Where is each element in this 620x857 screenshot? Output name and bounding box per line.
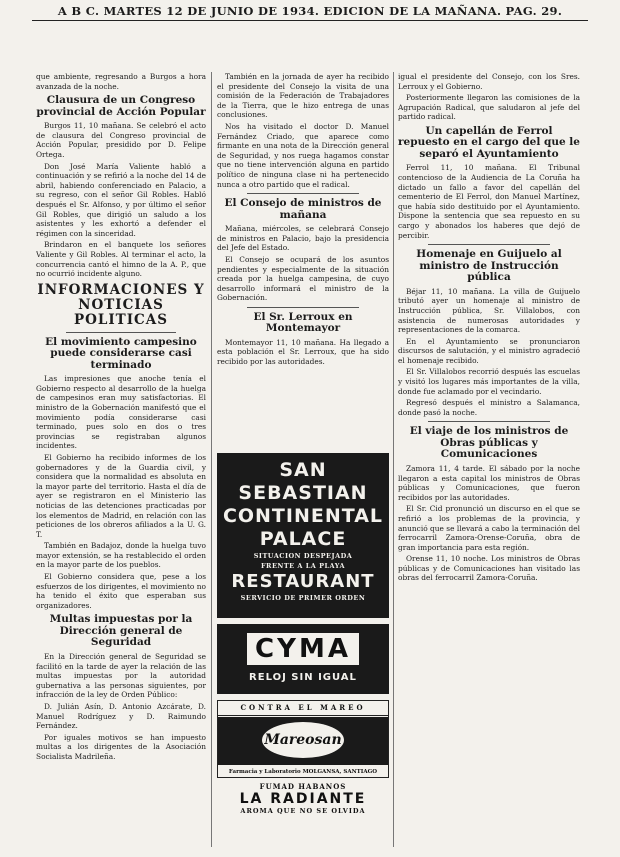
column-left xyxy=(36,72,206,846)
ad-subline: SITUACION DESPEJADA xyxy=(253,552,353,560)
ad-subline: FUMAD HABANOS xyxy=(259,782,347,791)
divider xyxy=(66,332,176,333)
paragraph: Nos ha visitado el doctor D. Manuel Fernández Criado, que aparece como firmante en una nota de la Dirección general de Seguridad, y nos ruega hagamos constar que no tiene intervención alguna en partido político de ninguna clase ni ha pertenecido nunca a otro partido que el radical. xyxy=(217,121,389,189)
ad-logo-band xyxy=(218,717,388,765)
paragraph: Ferrol 11, 10 mañana. El Tribunal contencioso de la Audiencia de La Coruña ha dictado un fallo a favor del capellán del cementerio de El Ferrol, don Manuel Martínez, que había sido destituido por el Ayuntamiento. Dispone la sentencia que sea repuesto en su cargo y abonados los haberes que dejó de percibir. xyxy=(398,163,580,240)
page-header: A B C. MARTES 12 DE JUNIO DE 1934. EDICION DE LA MAÑANA. PAG. 29. xyxy=(57,4,563,18)
paragraph: También en la jornada de ayer ha recibido el presidente del Consejo la visita de una comisión de la Federación de Trabajadores de la Tierra, que le hizo entrega de unas conclusiones. xyxy=(217,72,389,120)
column-middle xyxy=(217,72,389,452)
headline: Multas impuestas por la Dirección general de Seguridad xyxy=(49,613,193,649)
ad-cyma xyxy=(217,624,389,694)
ad-subline: Farmacia y Laboratorio MOLGANSA, SANTIAGO xyxy=(228,769,378,775)
paragraph: El Gobierno considera que, pese a los esfuerzos de los dirigentes, el movimiento no ha tenido el éxito que esperaban sus organizadores. xyxy=(36,572,206,610)
header-rule xyxy=(32,20,588,21)
ad-line: PALACE xyxy=(259,528,347,550)
divider xyxy=(247,307,359,308)
section-title: INFORMACIONES Y NOTICIAS POLITICAS xyxy=(37,281,205,328)
paragraph: Zamora 11, 4 tarde. El sábado por la noche llegaron a esta capital los ministros de Obras públicas y Comunicaciones, que fueron recibidos por las autoridades. xyxy=(398,463,580,502)
ad-brand: CYMA xyxy=(247,633,359,665)
headline: Clausura de un Congreso provincial de Acción Popular xyxy=(36,94,206,118)
paragraph: Regresó después el ministro a Salamanca, donde pasó la noche. xyxy=(398,398,580,417)
ad-subline: AROMA QUE NO SE OLVIDA xyxy=(240,807,366,815)
column-right xyxy=(398,72,580,846)
paragraph: Posteriormente llegaron las comisiones de la Agrupación Radical, que saludaron al jefe del partido radical. xyxy=(398,93,580,122)
divider xyxy=(428,244,550,245)
paragraph: Burgos 11, 10 mañana. Se celebró el acto de clausura del Congreso provincial de Acción Popular, presidido por D. Felipe Ortega. xyxy=(36,121,206,159)
ad-la-radiante xyxy=(217,782,389,815)
ad-continental-palace xyxy=(217,453,389,618)
ad-brand: LA RADIANTE xyxy=(239,791,367,807)
paragraph: En la Dirección general de Seguridad se facilitó en la tarde de ayer la relación de las multas impuestas por la autoridad gubernativa a las personas siguientes, por infracción de la ley de Orden Público: xyxy=(36,651,206,700)
column-divider xyxy=(393,72,394,847)
paragraph: Montemayor 11, 10 mañana. Ha llegado a esta población el Sr. Lerroux, que ha sido recibido por las autoridades. xyxy=(217,337,389,367)
headline: Un capellán de Ferrol repuesto en el cargo del que le separó el Ayuntamiento xyxy=(398,124,580,160)
paragraph: Brindaron en el banquete los señores Valiente y Gil Robles. Al terminar el acto, la concurrencia cantó el himno de la A. P., que no ocurrió incidente alguno. xyxy=(36,240,206,279)
divider xyxy=(428,421,550,422)
paragraph: También en Badajoz, donde la huelga tuvo mayor extensión, se ha restablecido el orden en la mayor parte de los pueblos. xyxy=(36,541,206,570)
paragraph: Don José María Valiente habló a continuación y se refirió a la noche del 14 de abril, habiendo conferenciado en Palacio, a su regreso, con el señor Gil Robles. Habló después el Sr. Alfonso, y por último el señor Gil Robles, que dirigió un saludo a los asistentes y les exhortó a defender el régimen con la sinceridad. xyxy=(36,161,206,238)
headline: El Consejo de ministros de mañana xyxy=(224,197,382,221)
paragraph: que ambiente, regresando a Burgos a hora avanzada de la noche. xyxy=(36,72,206,91)
paragraph: El Sr. Cid pronunció un discurso en el que se refirió a los problemas de la provincia, y anunció que se llevará a cabo la terminación del ferrocarril Zamora-Orense-Coruña, obra de gran importancia para esta región. xyxy=(398,504,580,552)
ad-subline: CONTRA EL MAREO xyxy=(218,701,388,716)
paragraph: D. Julián Asín, D. Antonio Azcárate, D. Manuel Rodríguez y D. Raimundo Fernández. xyxy=(36,701,206,731)
paragraph: Béjar 11, 10 mañana. La villa de Guijuelo tributó ayer un homenaje al ministro de Instrucción pública, Sr. Villalobos, con asistencia de numerosas autoridades y representaciones de la comarca. xyxy=(398,286,580,335)
ad-subline: FRENTE A LA PLAYA xyxy=(260,562,346,570)
paragraph: Mañana, miércoles, se celebrará Consejo de ministros en Palacio, bajo la presidencia del Jefe del Estado. xyxy=(217,224,389,253)
paragraph: El Sr. Villalobos recorrió después las escuelas y visitó los lugares más importantes de la villa, donde fue aclamado por el vecindario. xyxy=(398,367,580,396)
ad-subline: SERVICIO DE PRIMER ORDEN xyxy=(240,594,366,602)
column-divider xyxy=(211,72,212,847)
paragraph: El Consejo se ocupará de los asuntos pendientes y especialmente de la situación creada por la huelga campesina, de cuyo desarrollo informará el ministro de la Gobernación. xyxy=(217,254,389,303)
paragraph: En el Ayuntamiento se pronunciaron discursos de salutación, y el ministro agradeció el homenaje recibido. xyxy=(398,336,580,365)
paragraph: Orense 11, 10 noche. Los ministros de Obras públicas y de Comunicaciones han visitado las obras del ferrocarril Zamora-Coruña. xyxy=(398,554,580,583)
headline: El viaje de los ministros de Obras públicas y Comunicaciones xyxy=(409,425,569,461)
ad-mareosan xyxy=(217,700,389,778)
headline: El movimiento campesino puede considerarse casi terminado xyxy=(45,335,197,371)
ad-line: RESTAURANT xyxy=(231,571,375,592)
paragraph: igual el presidente del Consejo, con los Sres. Lerroux y el Gobierno. xyxy=(398,72,580,91)
headline: El Sr. Lerroux en Montemayor xyxy=(253,310,353,335)
ad-line: CONTINENTAL xyxy=(222,505,384,527)
paragraph: Las impresiones que anoche tenía el Gobierno respecto al desarrollo de la huelga de campesinos eran muy satisfactorias. El ministro de la Gobernación manifestó que el movimiento podía considerarse casi terminado, pues solo en dos o tres provincias se registraban algunos incidentes. xyxy=(36,374,206,451)
ad-subline: RELOJ SIN IGUAL xyxy=(249,672,357,683)
divider xyxy=(247,193,359,194)
ad-line: SAN SEBASTIAN xyxy=(238,459,368,504)
paragraph: El Gobierno ha recibido informes de los gobernadores y de la Guardia civil, y considera que la normalidad es absoluta en la mayor parte del territorio. Hasta el día de ayer se registraron en el Ministerio las noticias de las detenciones practicadas por los elementos de Madrid, en relación con las peticiones de los obreros afiliados a la U. G. T. xyxy=(36,452,206,539)
advertisements xyxy=(217,453,389,843)
paragraph: Por iguales motivos se han impuesto multas a los dirigentes de la Asociación Socialista Madrileña. xyxy=(36,732,206,761)
headline: Homenaje en Guijuelo al ministro de Instrucción pública xyxy=(416,248,562,284)
ad-logo: Mareosan xyxy=(262,722,344,758)
